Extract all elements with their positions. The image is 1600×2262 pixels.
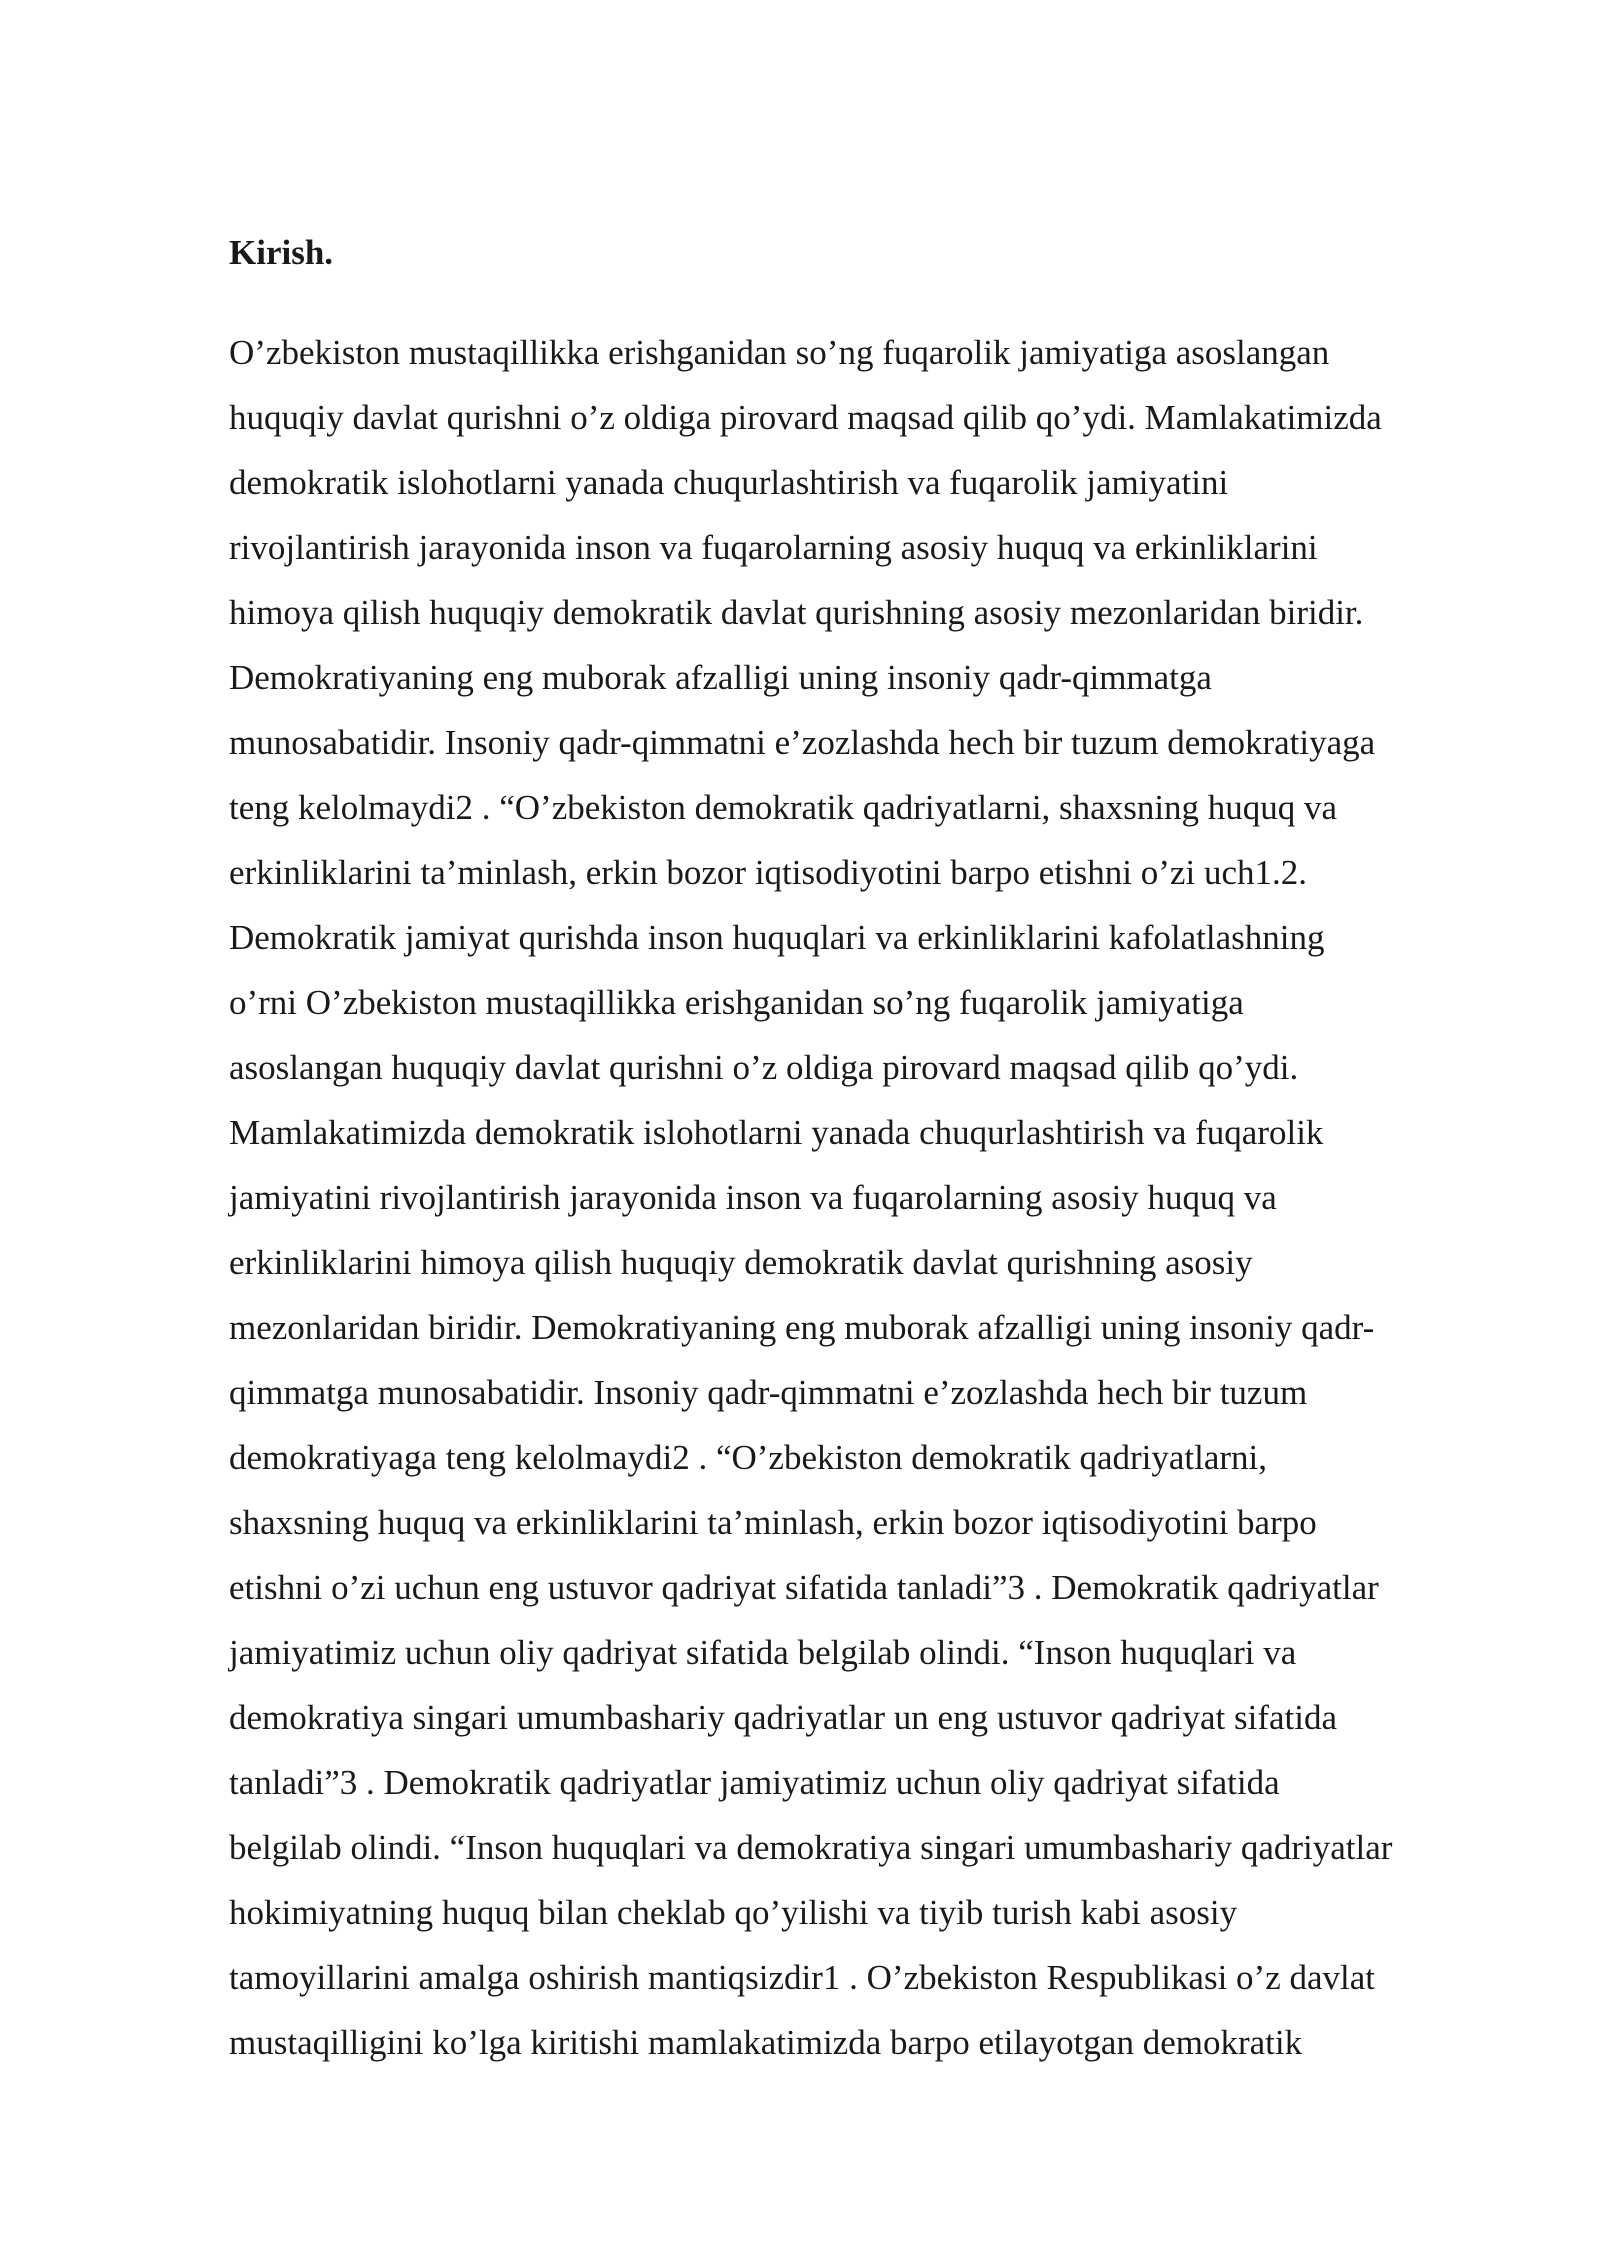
text-line: O’zbekiston mustaqillikka erishganidan so’ng fuqarolik jamiyatiga asoslangan [229,333,1330,372]
text-line: jamiyatimiz uchun oliy qadriyat sifatida belgilab olindi. “Inson huquqlari va [229,1633,1297,1672]
body-paragraph [229,320,1519,2075]
text-line: Demokratiyaning eng muborak afzalligi uning insoniy qadr-qimmatga [229,658,1212,697]
text-line: shaxsning huquq va erkinliklarini ta’minlash, erkin bozor iqtisodiyotini barpo [229,1503,1317,1542]
text-line: teng kelolmaydi2 . “O’zbekiston demokratik qadriyatlarni, shaxsning huquq va [229,788,1338,827]
text-line: qimmatga munosabatidir. Insoniy qadr-qimmatni e’zozlashda hech bir tuzum [229,1373,1308,1412]
text-line: etishni o’zi uchun eng ustuvor qadriyat sifatida tanladi”3 . Demokratik qadriyatlar [229,1568,1379,1607]
document-body [229,228,1519,2075]
text-line: mezonlaridan biridir. Demokratiyaning eng muborak afzalligi uning insoniy qadr- [229,1308,1375,1347]
text-line: erkinliklarini himoya qilish huquqiy demokratik davlat qurishning asosiy [229,1243,1253,1282]
section-heading: Kirish. [229,233,334,272]
text-line: tanladi”3 . Demokratik qadriyatlar jamiyatimiz uchun oliy qadriyat sifatida [229,1763,1280,1802]
text-line: demokratiya singari umumbashariy qadriyatlar un eng ustuvor qadriyat sifatida [229,1698,1338,1737]
text-line: o’rni O’zbekiston mustaqillikka erishganidan so’ng fuqarolik jamiyatiga [229,983,1244,1022]
text-line: erkinliklarini ta’minlash, erkin bozor iqtisodiyotini barpo etishni o’zi uch1.2. [229,853,1307,892]
text-line: demokratik islohotlarni yanada chuqurlashtirish va fuqarolik jamiyatini [229,463,1229,502]
text-line: munosabatidir. Insoniy qadr-qimmatni e’zozlashda hech bir tuzum demokratiyaga [229,723,1376,762]
text-line: rivojlantirish jarayonida inson va fuqarolarning asosiy huquq va erkinliklarini [229,528,1318,567]
text-line: himoya qilish huquqiy demokratik davlat qurishning asosiy mezonlaridan biridir. [229,593,1364,632]
text-line: tamoyillarini amalga oshirish mantiqsizdir1 . O’zbekiston Respublikasi o’z davlat [229,1958,1376,1997]
text-line: demokratiyaga teng kelolmaydi2 . “O’zbekiston demokratik qadriyatlarni, [229,1438,1268,1477]
text-line: mustaqilligini ko’lga kiritishi mamlakatimizda barpo etilayotgan demokratik [229,2023,1303,2062]
text-line: belgilab olindi. “Inson huquqlari va demokratiya singari umumbashariy qadriyatlar [229,1828,1393,1867]
text-line: Demokratik jamiyat qurishda inson huquqlari va erkinliklarini kafolatlashning [229,918,1325,957]
text-line: jamiyatini rivojlantirish jarayonida inson va fuqarolarning asosiy huquq va [229,1178,1277,1217]
text-line: asoslangan huquqiy davlat qurishni o’z oldiga pirovard maqsad qilib qo’ydi. [229,1048,1299,1087]
text-line: Mamlakatimizda demokratik islohotlarni yanada chuqurlashtirish va fuqarolik [229,1113,1324,1152]
text-line: hokimiyatning huquq bilan cheklab qo’yilishi va tiyib turish kabi asosiy [229,1893,1238,1932]
text-line: huquqiy davlat qurishni o’z oldiga pirovard maqsad qilib qo’ydi. Mamlakatimizda [229,398,1382,437]
